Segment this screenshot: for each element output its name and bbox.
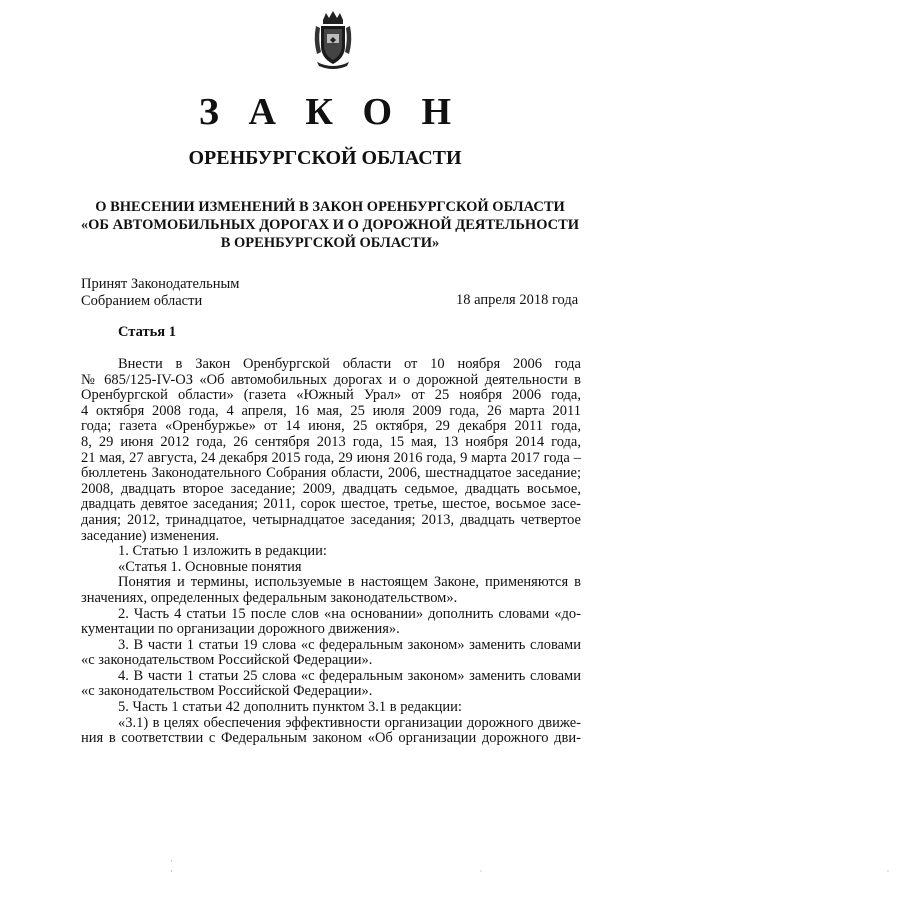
subject-line: «ОБ АВТОМОБИЛЬНЫХ ДОРОГАХ И О ДОРОЖНОЙ ДЕЯТЕЛЬНОСТИ xyxy=(80,217,580,233)
paragraph-line: 4. В части 1 статьи 25 слова «с федеральным законом» заменить словами xyxy=(118,667,581,684)
paragraph-line: «с законодательством Российской Федерации». xyxy=(81,652,373,669)
adoption-info xyxy=(81,276,239,310)
article-body xyxy=(81,357,581,747)
paragraph-line: 1. Статью 1 изложить в редакции: xyxy=(118,543,327,560)
paragraph-line: кументации по организации дорожного движения». xyxy=(81,621,400,638)
region-title: ОРЕНБУРГСКОЙ ОБЛАСТИ xyxy=(188,147,462,169)
paragraph-line: ния в соответствии с Федеральным законом «Об организации дорожного дви- xyxy=(81,730,581,747)
paragraph-line: 4 октября 2008 года, 4 апреля, 16 мая, 25 июля 2009 года, 26 марта 2011 xyxy=(81,402,581,419)
law-title: З А К О Н xyxy=(198,91,462,133)
paragraph-line: года; газета «Оренбуржье» от 14 июня, 25 октября, 29 декабря 2011 года, xyxy=(81,418,581,435)
adoption-line: Принят Законодательным xyxy=(81,276,240,292)
paragraph-line: 8, 29 июня 2012 года, 26 сентября 2013 года, 15 мая, 13 ноября 2014 года, xyxy=(81,433,581,450)
paragraph-line: 2. Часть 4 статьи 15 после слов «на основании» дополнить словами «до- xyxy=(118,605,581,622)
adoption-date: 18 апреля 2018 года xyxy=(456,292,579,308)
paragraph-line: Внести в Закон Оренбургской области от 10 ноября 2006 года xyxy=(118,356,581,372)
paragraph-line: 21 мая, 27 августа, 24 декабря 2015 года, 29 июня 2016 года, 9 марта 2017 года – xyxy=(81,449,581,466)
adoption-line: Собранием области xyxy=(81,293,203,309)
coat-of-arms-icon xyxy=(311,10,355,70)
paragraph-line: дания; 2012, тринадцатое, четырнадцатое заседания; 2013, двадцать четвертое xyxy=(81,511,581,528)
scan-artifact: · · · · xyxy=(170,856,904,876)
subject-line: В ОРЕНБУРГСКОЙ ОБЛАСТИ» xyxy=(220,235,440,251)
paragraph-line: «Статья 1. Основные понятия xyxy=(118,558,302,575)
paragraph-line: 2008, двадцать второе заседание; 2009, двадцать седьмое, двадцать восьмое, xyxy=(81,480,581,497)
paragraph-line: № 685/125-IV-ОЗ «Об автомобильных дорогах и о дорожной деятельности в xyxy=(81,371,581,388)
law-subject xyxy=(60,198,600,252)
subject-line: О ВНЕСЕНИИ ИЗМЕНЕНИЙ В ЗАКОН ОРЕНБУРГСКОЙ ОБЛАСТИ xyxy=(95,199,565,215)
paragraph-line: 3. В части 1 статьи 19 слова «с федеральным законом» заменить словами xyxy=(118,636,581,653)
paragraph-line: заседание) изменения. xyxy=(81,527,220,544)
paragraph-line: «3.1) в целях обеспечения эффективности организации дорожного движе- xyxy=(118,714,581,731)
paragraph-line: Оренбургской области» (газета «Южный Урал» от 25 ноября 2006 года, xyxy=(81,387,581,404)
article-heading: Статья 1 xyxy=(118,324,176,340)
paragraph-line: «с законодательством Российской Федерации». xyxy=(81,683,373,700)
paragraph-line: 5. Часть 1 статьи 42 дополнить пунктом 3.1 в редакции: xyxy=(118,699,462,716)
paragraph-line: двадцать девятое заседания; 2011, сорок шестое, третье, шестое, восьмое засе- xyxy=(81,496,581,513)
paragraph-line: бюллетень Законодательного Собрания области, 2006, шестнадцатое заседание; xyxy=(81,465,581,482)
paragraph-line: Понятия и термины, используемые в настоящем Законе, применяются в xyxy=(118,574,581,591)
paragraph-line: значениях, определенных федеральным законодательством». xyxy=(81,589,458,606)
